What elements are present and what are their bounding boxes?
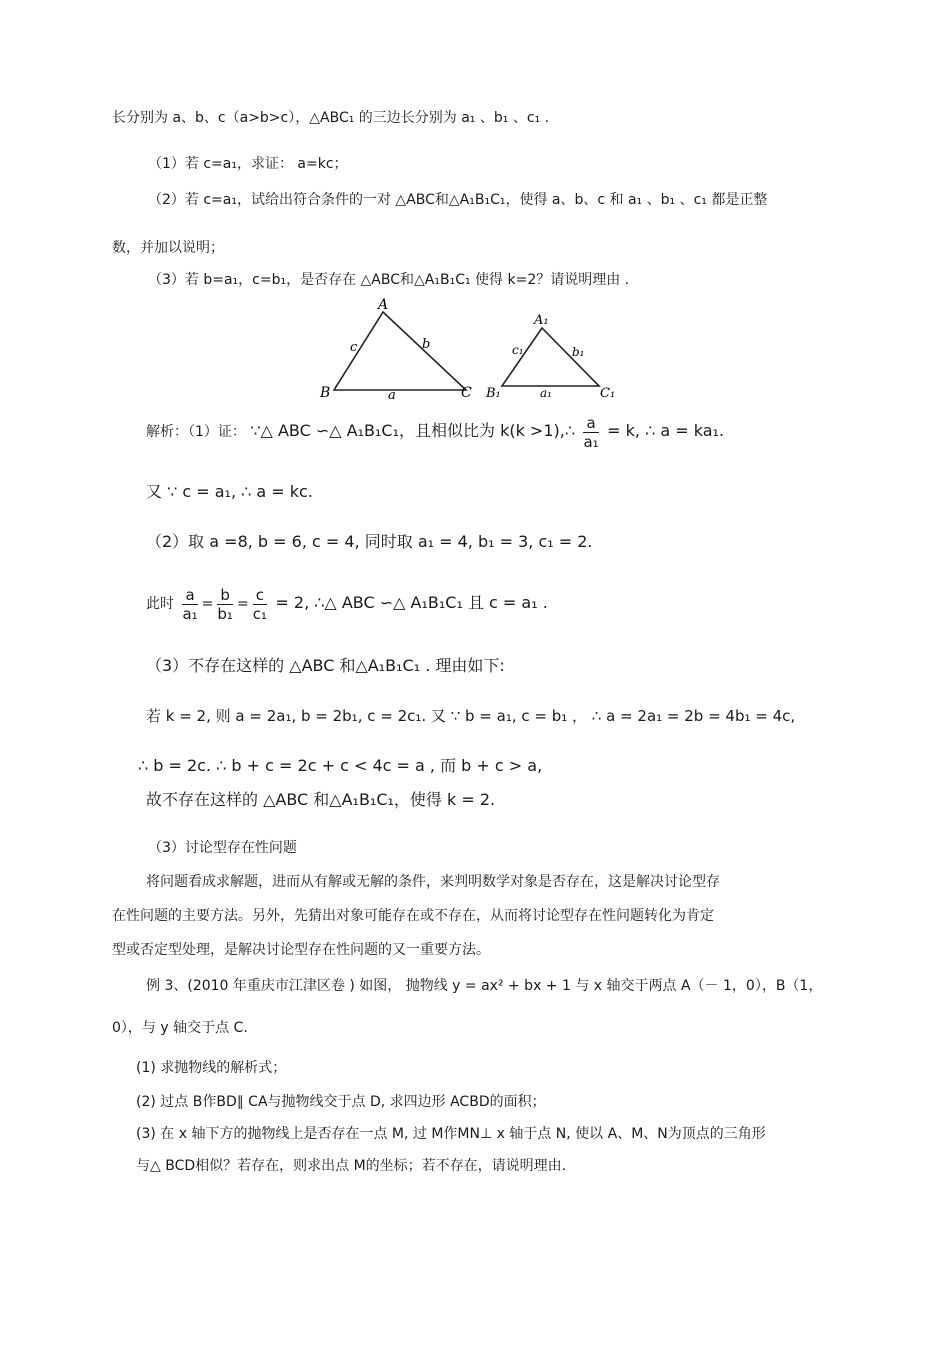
fraction-denominator: a₁ — [182, 604, 198, 623]
example-question-3-cont: 与△ BCD相似？若存在，则求出点 M的坐标；若不存在，请说明理由. — [136, 1158, 567, 1174]
example-question-2: (2) 过点 B作BD∥ CA与抛物线交于点 D, 求四边形 ACBD的面积； — [136, 1094, 546, 1110]
solution-5: （3）不存在这样的 △ABC 和△A₁B₁C₁ . 理由如下: — [146, 656, 505, 675]
solution-1 — [146, 410, 724, 453]
solution-8: 故不存在这样的 △ABC 和△A₁B₁C₁，使得 k = 2. — [146, 790, 496, 809]
example-question-3: (3) 在 x 轴下方的抛物线上是否存在一点 M, 过 M作MN⊥ x 轴于点 N, 使以 A、M、N为顶点的三角形 — [136, 1126, 766, 1142]
section-paragraph-1: 将问题看成求解题，进而从有解或无解的条件，来判明数学对象是否存在，这是解决讨论型存 — [146, 874, 720, 890]
section-paragraph-3: 型或否定型处理，是解决讨论型存在性问题的又一重要方法。 — [112, 942, 490, 958]
fraction-denominator: b₁ — [217, 604, 233, 623]
label-b1: b₁ — [572, 345, 585, 359]
question-2-cont: 数，并加以说明； — [112, 240, 224, 256]
solution-7: ∴ b = 2c. ∴ b + c = 2c + c < 4c = a , 而 b + c > a, — [138, 756, 543, 775]
label-a1: a₁ — [540, 386, 552, 400]
label-B1: B₁ — [486, 386, 501, 401]
label-A: A — [378, 297, 389, 313]
example-question-1: (1) 求抛物线的解析式； — [136, 1060, 287, 1076]
fraction-b — [217, 586, 233, 623]
fraction-numerator: b — [217, 586, 233, 605]
solution-2: 又 ∵ c = a₁, ∴ a = kc. — [146, 482, 313, 501]
label-b: b — [422, 337, 431, 352]
solution-1-prefix: 解析：（1）证： — [146, 424, 246, 440]
label-C1: C₁ — [600, 386, 616, 401]
fraction-denominator: a₁ — [583, 432, 599, 451]
question-2: （2）若 c=a₁，试给出符合条件的一对 △ABC和△A₁B₁C₁，使得 a、b、c 和 a₁ 、b₁ 、c₁ 都是正整 — [148, 192, 768, 208]
example-line-2: 0），与 y 轴交于点 C. — [112, 1020, 248, 1036]
triangle-a1b1c1 — [485, 313, 615, 401]
fraction-a-a1 — [583, 414, 598, 451]
fraction-c — [253, 586, 267, 623]
label-a: a — [388, 388, 396, 403]
fraction-numerator: a — [182, 586, 197, 605]
label-C: C — [461, 385, 472, 401]
fraction-numerator: a — [583, 414, 598, 433]
solution-4-conclusion: = 2, ∴△ ABC ∽△ A₁B₁C₁ 且 c = a₁ . — [275, 593, 548, 612]
question-1: （1）若 c=a₁，求证： a=kc； — [148, 156, 348, 172]
label-c1: c₁ — [512, 343, 524, 357]
solution-6: 若 k = 2, 则 a = 2a₁, b = 2b₁, c = 2c₁. 又 ∵ b = a₁, c = b₁ ， ∴ a = 2a₁ = 2b = 4b₁ = 4c, — [146, 707, 796, 725]
triangle-abc — [319, 297, 472, 403]
section-title: （3）讨论型存在性问题 — [148, 840, 297, 856]
label-c: c — [350, 340, 358, 355]
triangles-figure — [316, 296, 636, 404]
fraction-numerator: c — [253, 586, 267, 605]
example-line-1: 例 3、(2010 年重庆市江津区卷 ) 如图， 抛物线 y = ax² + bx + 1 与 x 轴交于两点 A（－ 1，0），B（1， — [146, 978, 823, 994]
solution-1-conclusion: = k, ∴ a = ka₁. — [607, 421, 725, 440]
solution-4-prefix: 此时 — [146, 596, 174, 612]
solution-3: （2）取 a =8, b = 6, c = 4, 同时取 a₁ = 4, b₁ = 3, c₁ = 2. — [146, 532, 593, 551]
question-3: （3）若 b=a₁，c=b₁，是否存在 △ABC和△A₁B₁C₁ 使得 k=2？请说明理由 . — [148, 272, 630, 288]
fraction-a — [182, 586, 197, 623]
section-paragraph-2: 在性问题的主要方法。另外，先猜出对象可能存在或不存在，从而将讨论型存在性问题转化为肯定 — [112, 908, 714, 924]
problem-line-1: 长分别为 a、b、c（a>b>c），△ABC₁ 的三边长分别为 a₁ 、b₁ 、c₁ . — [112, 110, 550, 126]
solution-4: 此时 $\frac{a}{\text{a₁}}$ = $\frac{b}{\text{b₁}}$ = $\frac{c}{\text{c₁}}$ = 2, ∴△ ABC ∽△ A₁B₁C₁ 且 c = a₁ . — [146, 585, 548, 623]
label-B: B — [320, 385, 331, 401]
fraction-denominator: c₁ — [252, 604, 267, 623]
solution-1-body: ∵△ ABC ∽△ A₁B₁C₁，且相似比为 k(k >1),∴ — [250, 421, 576, 440]
label-A1: A₁ — [534, 313, 549, 328]
